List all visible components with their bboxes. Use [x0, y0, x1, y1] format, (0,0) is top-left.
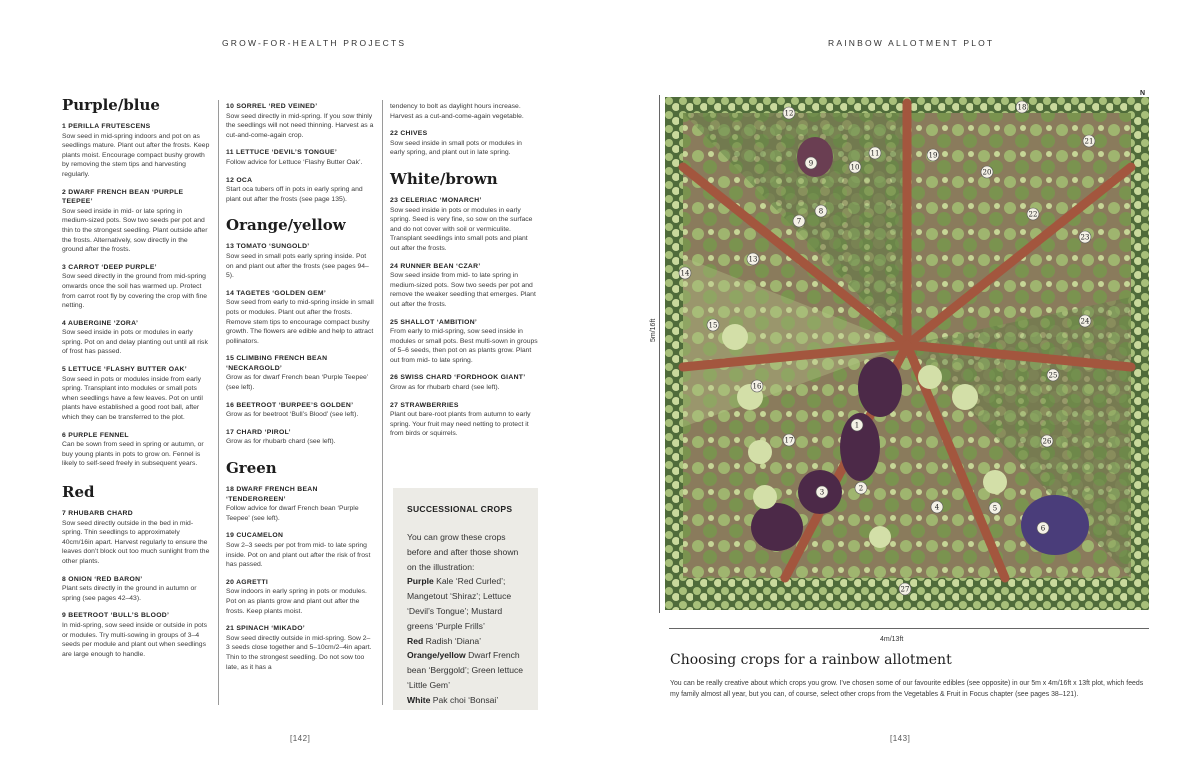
crop-entry — [226, 578, 374, 616]
caption-body: You can be really creative about which crops you grow. I’ve chosen some of our favourite edibles (see opposite) in our 5m x 4m/16ft x 13ft plot, which feeds my family almost all year, but you can, of course, select other crops from the Vegetables & Fruit in Focus chapter (see pages 38–121). — [670, 680, 1144, 698]
crop-entry-title: 25 SHALLOT ‘AMBITION’ — [390, 318, 478, 326]
plot-number-label: 16 — [752, 382, 762, 391]
plot-number-label: 21 — [1084, 137, 1094, 146]
dimension-label-vertical: 5m/16ft — [650, 318, 657, 342]
crop-entry — [226, 242, 374, 280]
crop-entry — [226, 289, 374, 347]
crop-entry-title: 11 LETTUCE ‘DEVIL’S TONGUE’ — [226, 149, 338, 157]
crop-entry-title: 12 OCA — [226, 176, 253, 184]
crop-entry — [226, 148, 374, 167]
crop-entry-body: Sow seed inside in pots or modules in early spring. Seed is very fine, so sow on the surface and do not cover with soil or vermiculite. Transplant seedlings into small pots and plant out after the frosts. — [390, 206, 533, 252]
column-1 — [62, 96, 210, 667]
plot-number-label: 27 — [900, 585, 910, 594]
section-heading-purple: Purple/blue — [62, 96, 160, 114]
plot-number-label: 15 — [708, 321, 718, 330]
crop-entry — [62, 575, 210, 604]
plot-number-label: 1 — [854, 421, 860, 430]
crop-entry-title: 1 PERILLA FRUTESCENS — [62, 123, 151, 130]
successional-item-label: White — [407, 694, 433, 705]
crop-entry-body: Start oca tubers off in pots in early spring and plant out after the frosts (see page 135). — [226, 186, 363, 203]
plot-number-label: 14 — [680, 269, 690, 278]
crop-entry — [62, 611, 210, 659]
crop-entry-title: 23 CELERIAC ‘MONARCH’ — [390, 196, 482, 204]
plot-number-label: 11 — [870, 149, 880, 158]
crop-entry-body: Sow indoors in early spring in pots or modules. Pot on as plants grow and plant out after the frosts. Keep plants moist. — [226, 588, 367, 615]
page-number-left: [142] — [290, 734, 311, 743]
successional-item-label: Orange/yellow — [407, 650, 469, 661]
crop-entry — [226, 485, 374, 523]
crop-entry-body: Sow 2–3 seeds per pot from mid- to late spring inside. Pot on and plant out after the risk of frost has passed. — [226, 542, 371, 569]
crop-entry — [390, 196, 538, 254]
successional-item-text: Pak choi ‘Bonsai’ — [432, 694, 499, 705]
crop-entry-body: Grow as for dwarf French bean ‘Purple Teepee’ (see left). — [226, 374, 369, 392]
crop-entry-body: From early to mid-spring, sow seed inside in modules or small pots. Best multi-sown in groups of 5–6 seeds, then pot on as plants grow. Plant out from mid- to late spring. — [390, 328, 538, 364]
plot-number-label: 20 — [982, 168, 992, 177]
successional-item — [407, 636, 481, 646]
box-title: SUCCESSIONAL CROPS — [407, 504, 513, 514]
crop-entry-body: Sow seed directly outside in mid-spring. Sow 2–3 seeds close together and 5–10cm/2–4in apart. Thin to the strongest seedling. Do not sow too late, as it has a — [226, 634, 372, 671]
crop-entry-title: 27 STRAWBERRIES — [390, 401, 459, 409]
plot-number-label: 18 — [1017, 103, 1027, 112]
continued-text: tendency to bolt as daylight hours increase. Harvest as a cut-and-come-again vegetable. — [390, 103, 524, 120]
successional-crops-box — [393, 488, 538, 710]
crop-entry-body: Sow seed directly in the ground from mid-spring onwards once the soil has warmed up. Protect from carrot root fly by covering the crop with fine netting. — [62, 273, 208, 310]
crop-entry-title: 2 DWARF FRENCH BEAN ‘PURPLE TEEPEE’ — [62, 188, 184, 206]
crop-entry — [226, 428, 374, 447]
crop-entry — [390, 318, 538, 366]
plot-number-label: 10 — [850, 163, 860, 172]
crop-entry-body: Sow seed from early to mid-spring inside in small pots or modules. Plant out after the frosts. Remove stem tips to encourage compact bushy growth. The flowers are edible and help to attract pollinators. — [226, 299, 374, 345]
caption-title: Choosing crops for a rainbow allotment — [670, 652, 952, 668]
crop-entry-title: 15 CLIMBING FRENCH BEAN ‘NECKARGOLD’ — [226, 355, 328, 372]
plot-number-label: 5 — [992, 504, 998, 513]
crop-entry-body: In mid-spring, sow seed inside or outside in pots or modules. Try multi-sowing in groups of 3–4 seeds per module and plant out when seedlings are large enough to handle. — [62, 621, 208, 658]
dimension-label-horizontal: 4m/13ft — [880, 636, 904, 643]
column-3 — [390, 102, 538, 447]
section-heading-red: Red — [62, 483, 95, 501]
crop-entry-body: Sow seed directly in mid-spring. If you sow thinly the seedlings will not need thinning. Harvest as a cut-and-come-again crop. — [226, 112, 374, 139]
column-2 — [226, 102, 374, 680]
crop-entry — [226, 531, 374, 569]
crop-entry-title: 7 RHUBARB CHARD — [62, 510, 133, 517]
successional-item — [407, 650, 523, 690]
column-rule-2 — [382, 100, 383, 705]
crop-entry-title: 26 SWISS CHARD ‘FORDHOOK GIANT’ — [390, 374, 526, 382]
north-arrow-label: N — [1140, 90, 1146, 97]
successional-item — [407, 576, 511, 630]
plot-number-label: 23 — [1080, 233, 1090, 242]
crop-entry — [390, 262, 538, 310]
crop-entry-body: Grow as for beetroot ‘Bull’s Blood’ (see left). — [226, 411, 359, 419]
crop-entry — [62, 188, 210, 255]
crop-entry-body: Sow seed in small pots early spring inside. Pot on and plant out after the frosts (see pages 94–5). — [226, 252, 369, 280]
crop-entry-title: 22 CHIVES — [390, 130, 428, 138]
crop-entry — [226, 176, 374, 205]
section-heading-white: White/brown — [390, 169, 498, 188]
running-head-right: RAINBOW ALLOTMENT PLOT — [828, 38, 995, 48]
plot-number-label: 4 — [934, 503, 940, 512]
allotment-plot-illustration — [665, 97, 1149, 610]
crop-entry-body: Sow seed inside in mid- or late spring in medium-sized pots. Sow two seeds per pot and thin to the strongest seedling. Plant outside after the frosts. Alternatively, sow directly in the ground after the frosts. — [62, 207, 208, 254]
crop-entry-body: Plant sets directly in the ground in autumn or spring (see pages 42–43). — [62, 585, 197, 602]
successional-item-label: Red — [407, 635, 426, 646]
successional-item-text: Dwarf French bean ‘Berggold’; Green lettuce ‘Little Gem’ — [407, 650, 524, 690]
crop-entry-title: 4 AUBERGINE ‘ZORA’ — [62, 319, 139, 327]
plot-number-label: 13 — [748, 255, 758, 264]
crop-entry-title: 14 TAGETES ‘GOLDEN GEM’ — [226, 289, 327, 297]
crop-entry — [62, 431, 210, 469]
plot-number-label: 9 — [808, 159, 814, 168]
crop-entry — [226, 624, 374, 672]
crop-entry-body: Sow seed directly outside in the bed in mid-spring. Thin seedlings to approximately 40cm/16in apart. Harvest regularly to ensure the leaves don’t block out too much sunlight from the other plants. — [62, 519, 210, 565]
successional-item-label: Purple — [407, 576, 437, 587]
plot-number-label: 24 — [1080, 317, 1090, 326]
crop-entry-title: 13 TOMATO ‘SUNGOLD’ — [226, 243, 310, 251]
crop-entry-body: Sow seed in pots or modules inside from early spring. Transplant into modules or small pots when seedlings have a few leaves. Pot on until plants have established a good root ball, after which they can be transferred to the plot. — [62, 375, 203, 422]
plot-number-label: 3 — [819, 488, 825, 497]
section-heading-green: Green — [226, 459, 277, 478]
plot-number-label: 25 — [1048, 371, 1058, 380]
crop-entry-body: Grow as for rhubarb chard (see left). — [226, 438, 336, 446]
crop-entry-body: Can be sown from seed in spring or autumn, or buy young plants in pots to grow on. Fennel is likely to self-seed freely in subsequent years. — [62, 441, 204, 468]
crop-entry-title: 10 SORREL ‘RED VEINED’ — [226, 103, 318, 110]
crop-entry-title: 3 CARROT ‘DEEP PURPLE’ — [62, 263, 157, 271]
crop-entry-body: Plant out bare-root plants from autumn to early spring. Your fruit may need netting to protect it from birds or squirrels. — [390, 411, 531, 438]
plot-number-label: 22 — [1028, 210, 1038, 219]
plot-number-label: 6 — [1040, 524, 1046, 533]
section-heading-orange: Orange/yellow — [226, 216, 346, 235]
crop-entry-body: Sow seed inside in pots or modules in early spring. Pot on and delay planting out until all risk of frost has passed. — [62, 329, 208, 356]
successional-item-text: Kale ‘Red Curled’; Mangetout ‘Shiraz’; Lettuce ‘Devil’s Tongue’; Mustard greens ‘Purple Frills’ — [407, 576, 512, 631]
crop-entry — [390, 373, 538, 392]
crop-entry — [390, 129, 538, 158]
plot-number-label: 12 — [784, 109, 794, 118]
crop-entry — [226, 102, 374, 140]
successional-item — [407, 695, 498, 705]
crop-entry — [226, 401, 374, 420]
plot-number-label: 19 — [928, 151, 938, 160]
crop-entry-body: Sow seed inside from mid- to late spring in medium-sized pots. Sow two seeds per pot and remove the weaker seedling that emerges. Plant out after the frosts. — [390, 272, 536, 308]
crop-entry — [62, 263, 210, 311]
crop-entry — [62, 319, 210, 357]
crop-entry — [62, 122, 210, 180]
crop-entry-title: 18 DWARF FRENCH BEAN ‘TENDERGREEN’ — [226, 486, 318, 503]
crop-entry-title: 17 CHARD ‘PIROL’ — [226, 428, 291, 436]
box-intro: You can grow these crops before and after those shown on the illustration: — [407, 532, 519, 572]
crop-entry — [62, 365, 210, 423]
crop-entry-body: Follow advice for dwarf French bean ‘Purple Teepee’ (see left). — [226, 505, 359, 522]
plot-number-label: 26 — [1042, 437, 1052, 446]
crop-entry-body: Follow advice for Lettuce ‘Flashy Butter Oak’. — [226, 158, 363, 166]
crop-entry-title: 21 SPINACH ‘MIKADO’ — [226, 625, 305, 633]
plot-number-label: 17 — [784, 436, 794, 445]
crop-entry — [226, 354, 374, 392]
crop-entry-title: 6 PURPLE FENNEL — [62, 431, 129, 439]
page-number-right: [143] — [890, 734, 911, 743]
running-head-left: GROW-FOR-HEALTH PROJECTS — [222, 38, 407, 48]
crop-entry-title: 20 AGRETTI — [226, 578, 269, 586]
crop-entry-body: Sow seed inside in small pots or modules in early spring, and plant out in late spring. — [390, 139, 522, 157]
crop-entry-title: 8 ONION ‘RED BARON’ — [62, 575, 143, 583]
box-body — [407, 530, 529, 708]
plot-number-label: 8 — [818, 207, 824, 216]
crop-entry-body: Grow as for rhubarb chard (see left). — [390, 384, 500, 392]
crop-entry-title: 24 RUNNER BEAN ‘CZAR’ — [390, 262, 481, 270]
plot-number-label: 7 — [796, 217, 802, 226]
plot-number-label: 2 — [858, 484, 864, 493]
dimension-line-vertical — [659, 95, 660, 613]
crop-entry — [390, 401, 538, 439]
dimension-line-horizontal — [669, 628, 1149, 629]
crop-entry — [62, 509, 210, 567]
crop-entry-title: 5 LETTUCE ‘FLASHY BUTTER OAK’ — [62, 366, 187, 374]
successional-item-text: Radish ‘Diana’ — [425, 635, 482, 646]
crop-entry-title: 16 BEETROOT ‘BURPEE’S GOLDEN’ — [226, 401, 354, 409]
crop-entry-body: Sow seed in mid-spring indoors and pot on as seedlings mature. Plant out after the frosts. Keep plants moist. Encourage compact bushy growth by removing the stem tips and harvesting regularly. — [62, 132, 210, 178]
crop-entry-title: 9 BEETROOT ‘BULL’S BLOOD’ — [62, 612, 170, 620]
crop-entry-title: 19 CUCAMELON — [226, 532, 284, 540]
column-rule-1 — [218, 100, 219, 705]
